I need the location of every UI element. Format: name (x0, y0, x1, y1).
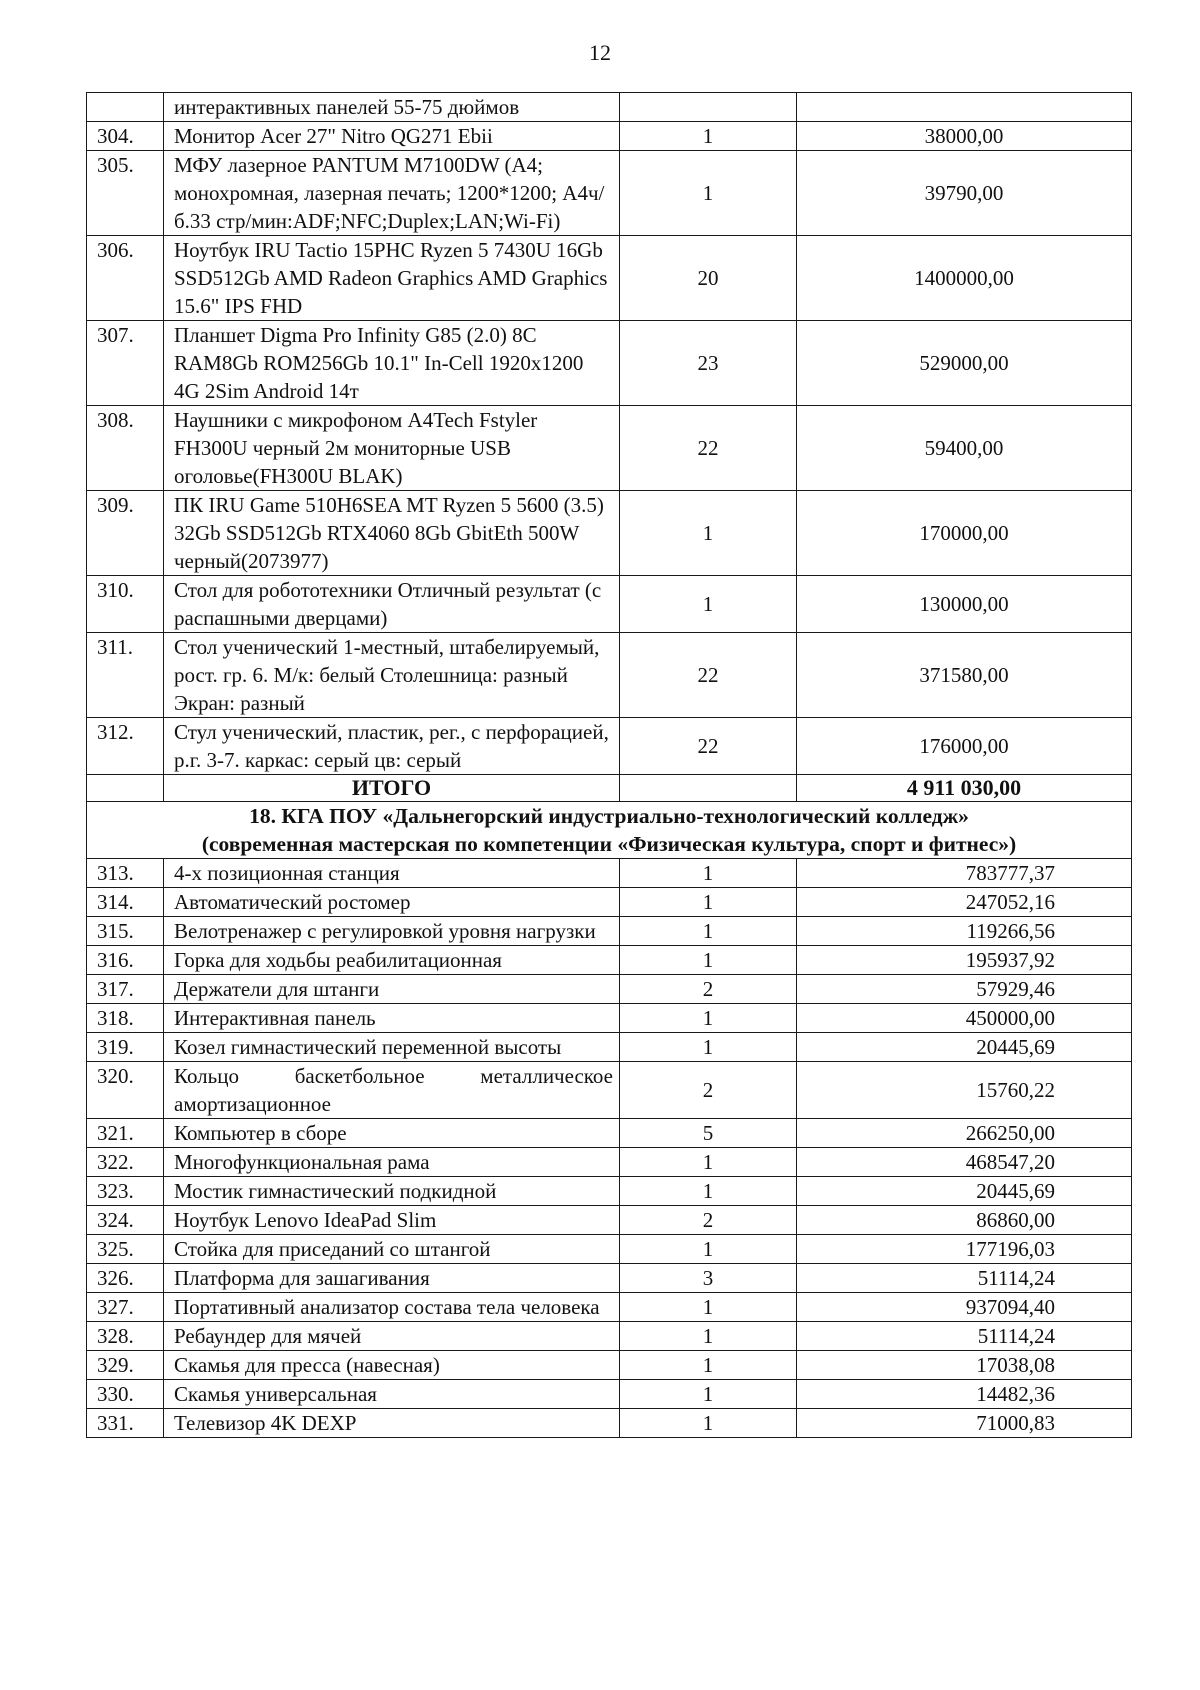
section-title-line-1: 18. КГА ПОУ «Дальнегорский индустриально-технологический колледж» (249, 804, 969, 828)
item-name: 4-х позиционная станция (164, 859, 620, 888)
row-number: 313. (87, 859, 164, 888)
equipment-table-wrapper (86, 92, 1131, 1438)
item-name: Скамья универсальная (164, 1380, 620, 1409)
table-row (87, 633, 1132, 718)
item-quantity: 2 (620, 1062, 797, 1119)
section-title-line-2: (современная мастерская по компетенции «Физическая культура, спорт и фитнес») (201, 832, 1017, 856)
row-number: 305. (87, 151, 164, 236)
item-quantity: 2 (620, 1206, 797, 1235)
item-sum: 468547,20 (797, 1148, 1132, 1177)
item-sum: 529000,00 (797, 321, 1132, 406)
total-row (87, 775, 1132, 802)
table-row (87, 1004, 1132, 1033)
item-quantity: 1 (620, 1235, 797, 1264)
table-row (87, 1409, 1132, 1438)
row-number: 324. (87, 1206, 164, 1235)
item-quantity: 5 (620, 1119, 797, 1148)
table-row (87, 1264, 1132, 1293)
item-sum: 57929,46 (797, 975, 1132, 1004)
item-name: МФУ лазерное PANTUM M7100DW (A4; монохромная, лазерная печать; 1200*1200; А4ч/б.33 стр/мин:ADF;NFC;Duplex;LAN;Wi-Fi) (164, 151, 620, 236)
table-row (87, 122, 1132, 151)
item-name: Кольцо баскетбольное металлическое амортизационное (164, 1062, 620, 1119)
item-sum: 17038,08 (797, 1351, 1132, 1380)
item-name: Велотренажер с регулировкой уровня нагрузки (164, 917, 620, 946)
item-quantity: 23 (620, 321, 797, 406)
item-name: Стол для робототехники Отличный результат (с распашными дверцами) (164, 576, 620, 633)
item-sum: 247052,16 (797, 888, 1132, 917)
total-section (87, 775, 1132, 859)
item-quantity: 1 (620, 1033, 797, 1062)
item-sum: 1400000,00 (797, 236, 1132, 321)
item-quantity: 20 (620, 236, 797, 321)
item-sum: 195937,92 (797, 946, 1132, 975)
row-number: 314. (87, 888, 164, 917)
item-sum: 450000,00 (797, 1004, 1132, 1033)
row-number: 331. (87, 1409, 164, 1438)
item-name: Горка для ходьбы реабилитационная (164, 946, 620, 975)
item-name: Интерактивная панель (164, 1004, 620, 1033)
item-sum: 371580,00 (797, 633, 1132, 718)
item-name: Портативный анализатор состава тела человека (164, 1293, 620, 1322)
row-number: 311. (87, 633, 164, 718)
table-row (87, 946, 1132, 975)
item-sum: 14482,36 (797, 1380, 1132, 1409)
item-quantity: 1 (620, 859, 797, 888)
table-row (87, 1033, 1132, 1062)
table-row (87, 1119, 1132, 1148)
row-number: 320. (87, 1062, 164, 1119)
table-row (87, 236, 1132, 321)
table-row (87, 975, 1132, 1004)
item-name: Ноутбук Lenovo IdeaPad Slim (164, 1206, 620, 1235)
item-quantity: 2 (620, 975, 797, 1004)
row-number: 319. (87, 1033, 164, 1062)
row-number: 322. (87, 1148, 164, 1177)
item-quantity: 1 (620, 1322, 797, 1351)
item-name: интерактивных панелей 55-75 дюймов (164, 93, 620, 122)
table-row (87, 859, 1132, 888)
row-number: 330. (87, 1380, 164, 1409)
row-number (87, 93, 164, 122)
item-name: Многофункциональная рама (164, 1148, 620, 1177)
table-row (87, 576, 1132, 633)
row-number: 304. (87, 122, 164, 151)
item-name: Стол ученический 1-местный, штабелируемый, рост. гр. 6. М/к: белый Столешница: разный Экран: разный (164, 633, 620, 718)
item-quantity (620, 93, 797, 122)
table-section-1 (87, 93, 1132, 775)
row-number: 315. (87, 917, 164, 946)
table-section-2 (87, 859, 1132, 1438)
item-name: Стул ученический, пластик, рег., с перфорацией, р.г. 3-7. каркас: серый цв: серый (164, 718, 620, 775)
table-row (87, 93, 1132, 122)
item-quantity: 1 (620, 491, 797, 576)
item-sum: 170000,00 (797, 491, 1132, 576)
item-name: Телевизор 4K DEXP (164, 1409, 620, 1438)
total-qty-cell (620, 775, 797, 802)
item-name: Платформа для зашагивания (164, 1264, 620, 1293)
item-name: Стойка для приседаний со штангой (164, 1235, 620, 1264)
table-row (87, 917, 1132, 946)
row-number: 321. (87, 1119, 164, 1148)
item-quantity: 1 (620, 946, 797, 975)
item-quantity: 1 (620, 917, 797, 946)
item-name: Наушники с микрофоном A4Tech Fstyler FH300U черный 2м мониторные USB оголовье(FH300U BLAK) (164, 406, 620, 491)
row-number: 317. (87, 975, 164, 1004)
total-sum: 4 911 030,00 (797, 775, 1132, 802)
equipment-table (86, 92, 1132, 1438)
page-number: 12 (589, 40, 611, 65)
item-quantity: 1 (620, 1004, 797, 1033)
table-row (87, 718, 1132, 775)
item-quantity: 1 (620, 151, 797, 236)
row-number: 326. (87, 1264, 164, 1293)
table-row (87, 1322, 1132, 1351)
row-number: 325. (87, 1235, 164, 1264)
table-row (87, 406, 1132, 491)
row-number: 329. (87, 1351, 164, 1380)
table-row (87, 1206, 1132, 1235)
table-row (87, 1293, 1132, 1322)
row-number: 309. (87, 491, 164, 576)
item-sum: 86860,00 (797, 1206, 1132, 1235)
item-name: Монитор Acer 27" Nitro QG271 Ebii (164, 122, 620, 151)
item-quantity: 1 (620, 1293, 797, 1322)
item-sum: 20445,69 (797, 1177, 1132, 1206)
row-number: 316. (87, 946, 164, 975)
item-quantity: 1 (620, 122, 797, 151)
table-row (87, 321, 1132, 406)
item-name: Козел гимнастический переменной высоты (164, 1033, 620, 1062)
item-name: Держатели для штанги (164, 975, 620, 1004)
item-name: Мостик гимнастический подкидной (164, 1177, 620, 1206)
item-name: Скамья для пресса (навесная) (164, 1351, 620, 1380)
row-number: 307. (87, 321, 164, 406)
section-header (87, 802, 1132, 859)
table-row (87, 491, 1132, 576)
item-sum: 130000,00 (797, 576, 1132, 633)
section-header-row (87, 802, 1132, 859)
table-row (87, 888, 1132, 917)
row-number: 323. (87, 1177, 164, 1206)
item-sum: 51114,24 (797, 1322, 1132, 1351)
table-row (87, 1177, 1132, 1206)
item-sum: 59400,00 (797, 406, 1132, 491)
item-name: ПК IRU Game 510H6SEA MT Ryzen 5 5600 (3.5) 32Gb SSD512Gb RTX4060 8Gb GbitEth 500W черный(2073977) (164, 491, 620, 576)
item-quantity: 22 (620, 633, 797, 718)
item-name: Ноутбук IRU Tactio 15PHC Ryzen 5 7430U 16Gb SSD512Gb AMD Radeon Graphics AMD Graphics 15.6" IPS FHD (164, 236, 620, 321)
row-number: 306. (87, 236, 164, 321)
item-quantity: 1 (620, 1380, 797, 1409)
table-row (87, 1380, 1132, 1409)
item-quantity: 1 (620, 1351, 797, 1380)
item-sum: 38000,00 (797, 122, 1132, 151)
item-sum: 119266,56 (797, 917, 1132, 946)
table-row (87, 1235, 1132, 1264)
item-sum: 176000,00 (797, 718, 1132, 775)
item-sum (797, 93, 1132, 122)
item-sum: 783777,37 (797, 859, 1132, 888)
table-row (87, 1062, 1132, 1119)
item-quantity: 1 (620, 888, 797, 917)
table-row (87, 151, 1132, 236)
row-number: 327. (87, 1293, 164, 1322)
item-quantity: 22 (620, 406, 797, 491)
row-number: 312. (87, 718, 164, 775)
item-quantity: 1 (620, 1409, 797, 1438)
item-sum: 15760,22 (797, 1062, 1132, 1119)
table-row (87, 1148, 1132, 1177)
item-quantity: 1 (620, 1148, 797, 1177)
row-number: 308. (87, 406, 164, 491)
item-name: Компьютер в сборе (164, 1119, 620, 1148)
total-num-cell (87, 775, 164, 802)
table-row (87, 1351, 1132, 1380)
item-name: Планшет Digma Pro Infinity G85 (2.0) 8C RAM8Gb ROM256Gb 10.1" In-Cell 1920x1200 4G 2Sim Android 14т (164, 321, 620, 406)
item-sum: 20445,69 (797, 1033, 1132, 1062)
item-sum: 937094,40 (797, 1293, 1132, 1322)
item-quantity: 1 (620, 576, 797, 633)
item-quantity: 1 (620, 1177, 797, 1206)
item-sum: 266250,00 (797, 1119, 1132, 1148)
item-quantity: 3 (620, 1264, 797, 1293)
item-name: Ребаундер для мячей (164, 1322, 620, 1351)
row-number: 318. (87, 1004, 164, 1033)
item-sum: 177196,03 (797, 1235, 1132, 1264)
item-sum: 39790,00 (797, 151, 1132, 236)
total-label: ИТОГО (164, 775, 620, 802)
row-number: 328. (87, 1322, 164, 1351)
item-quantity: 22 (620, 718, 797, 775)
item-sum: 71000,83 (797, 1409, 1132, 1438)
item-name: Автоматический ростомер (164, 888, 620, 917)
item-sum: 51114,24 (797, 1264, 1132, 1293)
row-number: 310. (87, 576, 164, 633)
